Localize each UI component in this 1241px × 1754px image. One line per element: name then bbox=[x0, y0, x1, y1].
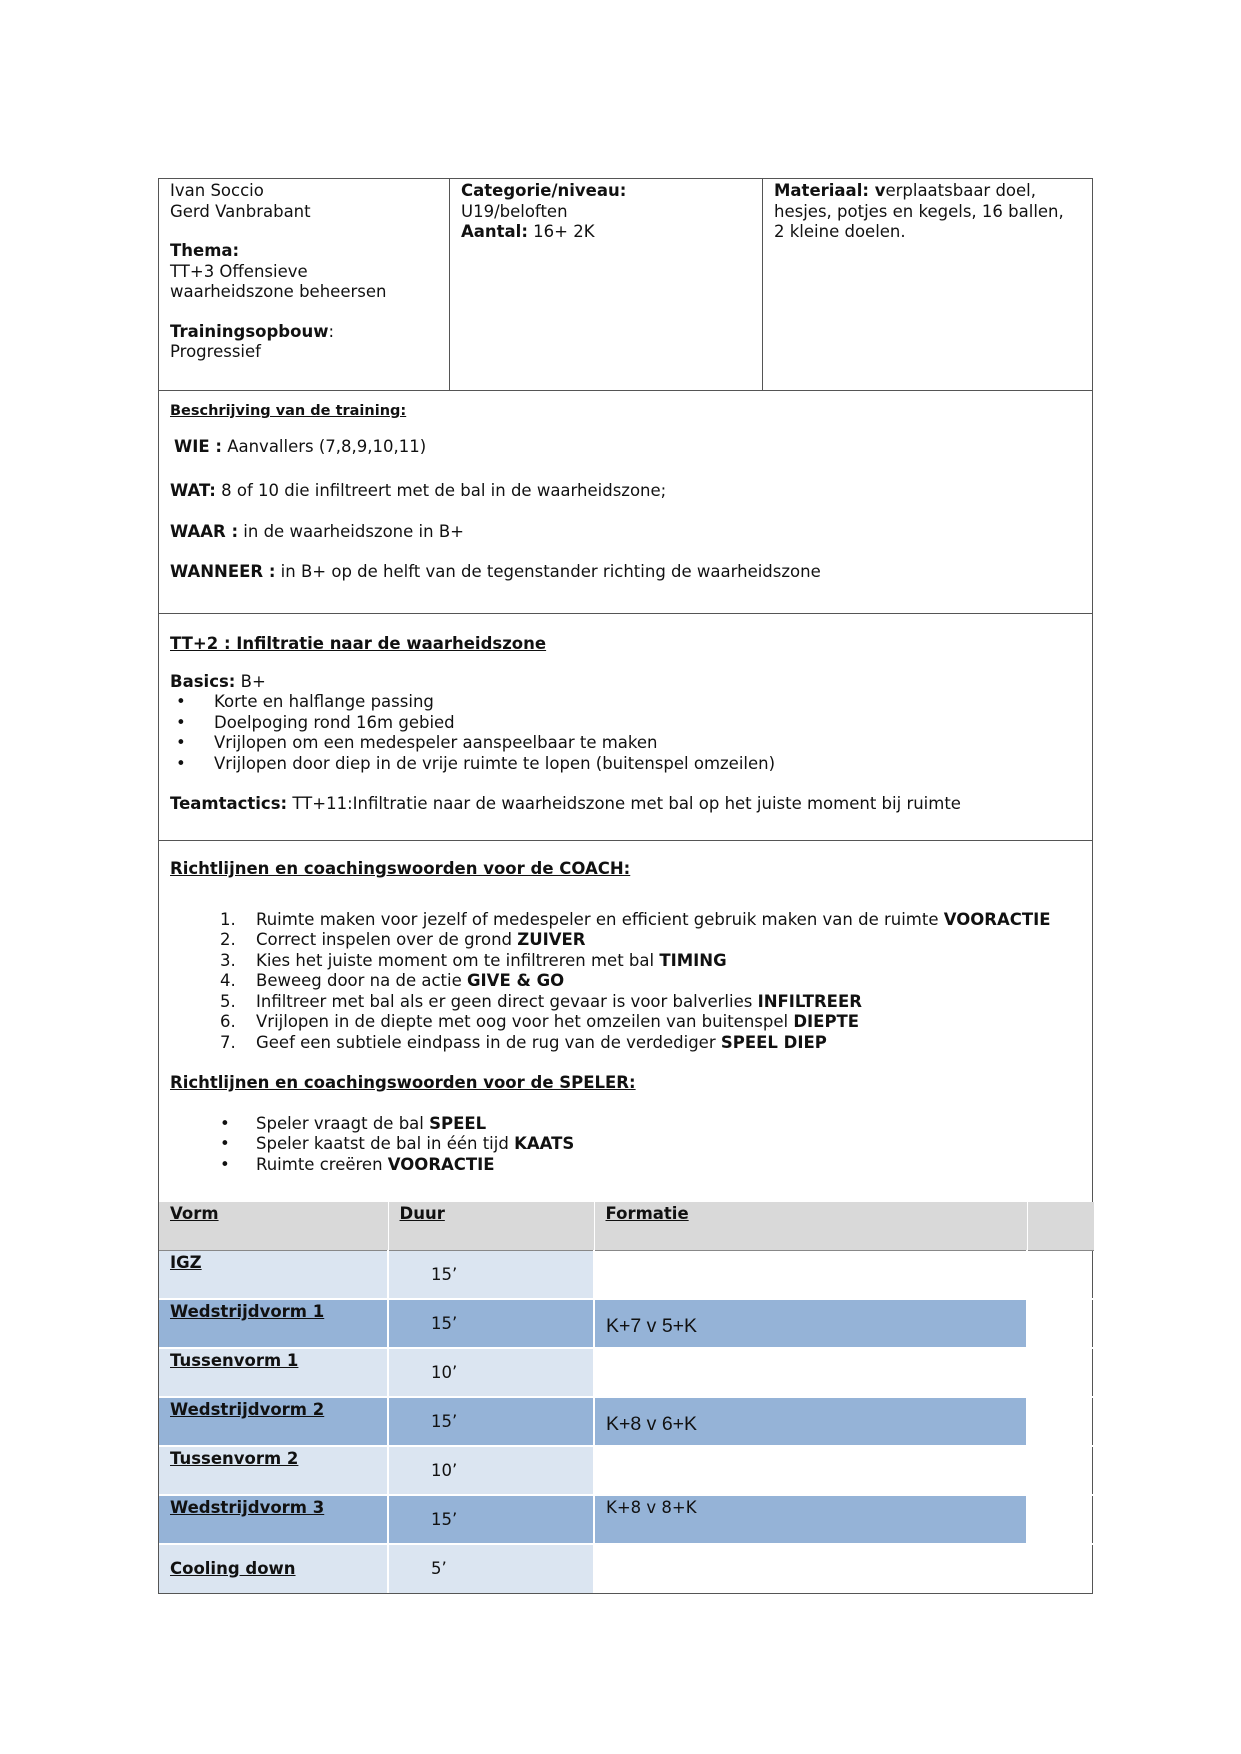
table-row bbox=[159, 1495, 1094, 1544]
vorm-cell: Tussenvorm 1 bbox=[159, 1348, 388, 1397]
vorm-cell: Tussenvorm 2 bbox=[159, 1446, 388, 1495]
list-item: 2. Correct inspelen over de grond ZUIVER bbox=[220, 930, 586, 949]
duur-cell: 5’ bbox=[388, 1544, 594, 1593]
list-item: • Speler vraagt de bal SPEEL bbox=[170, 1114, 1081, 1135]
materiaal-line-2: hesjes, potjes en kegels, 16 ballen, bbox=[774, 201, 1064, 221]
table-row bbox=[159, 1544, 1094, 1593]
header-row bbox=[159, 179, 1092, 391]
speler-list bbox=[170, 1114, 1081, 1176]
waar-line: WAAR : in de waarheidszone in B+ bbox=[170, 521, 464, 541]
thema-value-line-1: TT+3 Offensieve bbox=[170, 261, 308, 281]
aantal-line: Aantal: 16+ 2K bbox=[461, 222, 595, 241]
list-item: • Ruimte creëren VOORACTIE bbox=[170, 1155, 1081, 1176]
thema-value-line-2: waarheidszone beheersen bbox=[170, 282, 387, 301]
header-duur: Duur bbox=[388, 1202, 594, 1250]
table-row bbox=[159, 1348, 1094, 1397]
duur-cell: 15’ bbox=[388, 1397, 594, 1446]
materiaal-line-1: Materiaal: verplaatsbaar doel, bbox=[774, 181, 1037, 200]
author-2: Gerd Vanbrabant bbox=[170, 201, 311, 221]
header-vorm: Vorm bbox=[159, 1202, 388, 1250]
formatie-cell: K+7 v 5+K bbox=[594, 1299, 1027, 1348]
coach-title: Richtlijnen en coachingswoorden voor de COACH: bbox=[170, 859, 631, 878]
list-item: 7. Geef een subtiele eindpass in de rug van de verdediger SPEEL DIEP bbox=[220, 1032, 827, 1052]
list-item: • Speler kaatst de bal in één tijd KAATS bbox=[170, 1134, 1081, 1155]
vorm-cell: Cooling down bbox=[159, 1544, 388, 1593]
duur-cell: 15’ bbox=[388, 1299, 594, 1348]
opbouw-value: Progressief bbox=[170, 342, 261, 361]
basics-line: Basics: B+ bbox=[170, 671, 266, 691]
header-empty bbox=[1027, 1202, 1094, 1250]
vorm-cell: Wedstrijdvorm 1 bbox=[159, 1299, 388, 1348]
opbouw-label: Trainingsopbouw: bbox=[170, 321, 334, 341]
materiaal-line-3: 2 kleine doelen. bbox=[774, 222, 906, 241]
empty-cell bbox=[1027, 1299, 1094, 1348]
empty-cell bbox=[1027, 1544, 1094, 1593]
tt2-section bbox=[159, 614, 1092, 841]
list-item: 4. Beweeg door na de actie GIVE & GO bbox=[220, 971, 565, 990]
categorie-cell bbox=[450, 179, 763, 390]
header-formatie: Formatie bbox=[594, 1202, 1027, 1250]
list-item: 1. Ruimte maken voor jezelf of medespeler en efficient gebruik maken van de ruimte VOORACTIE bbox=[220, 909, 1051, 929]
vorm-cell: IGZ bbox=[159, 1250, 388, 1299]
list-item: • Vrijlopen om een medespeler aanspeelbaar te maken bbox=[170, 733, 1081, 754]
authors-cell bbox=[159, 179, 450, 390]
list-item: • Vrijlopen door diep in de vrije ruimte te lopen (buitenspel omzeilen) bbox=[170, 754, 1081, 775]
empty-cell bbox=[1027, 1348, 1094, 1397]
materiaal-cell bbox=[763, 179, 1092, 390]
teamtactics-line: Teamtactics: TT+11:Infiltratie naar de waarheidszone met bal op het juiste moment bij ruimte bbox=[170, 794, 961, 813]
empty-cell bbox=[1027, 1495, 1094, 1544]
list-item: 5. Infiltreer met bal als er geen direct gevaar is voor balverlies INFILTREER bbox=[220, 991, 862, 1011]
table-row bbox=[159, 1446, 1094, 1495]
formatie-cell bbox=[594, 1544, 1027, 1593]
wie-line: WIE : Aanvallers (7,8,9,10,11) bbox=[174, 436, 427, 456]
thema-label: Thema: bbox=[170, 241, 240, 260]
wanneer-line: WANNEER : in B+ op de helft van de tegenstander richting de waarheidszone bbox=[170, 562, 821, 581]
list-item: 6. Vrijlopen in de diepte met oog voor het omzeilen van buitenspel DIEPTE bbox=[220, 1012, 860, 1031]
list-item: • Korte en halflange passing bbox=[170, 692, 1081, 713]
table-row bbox=[159, 1397, 1094, 1446]
empty-cell bbox=[1027, 1397, 1094, 1446]
categorie-value: U19/beloften bbox=[461, 201, 568, 221]
list-item: • Doelpoging rond 16m gebied bbox=[170, 713, 1081, 734]
training-sheet bbox=[158, 178, 1093, 1594]
coach-list bbox=[170, 910, 1081, 1054]
table-row bbox=[159, 1299, 1094, 1348]
duur-cell: 10’ bbox=[388, 1446, 594, 1495]
beschrijving-section bbox=[159, 391, 1092, 614]
formatie-cell bbox=[594, 1250, 1027, 1299]
speler-title: Richtlijnen en coachingswoorden voor de SPELER: bbox=[170, 1073, 636, 1092]
list-item: 3. Kies het juiste moment om te infiltreren met bal TIMING bbox=[220, 950, 727, 970]
formatie-cell bbox=[594, 1348, 1027, 1397]
formatie-cell: K+8 v 8+K bbox=[594, 1495, 1027, 1544]
tt2-title: TT+2 : Infiltratie naar de waarheidszone bbox=[170, 634, 547, 653]
training-form bbox=[158, 178, 1093, 1594]
formatie-cell bbox=[594, 1446, 1027, 1495]
wat-line: WAT: 8 of 10 die infiltreert met de bal in de waarheidszone; bbox=[170, 481, 667, 500]
schedule-header-row bbox=[159, 1202, 1094, 1250]
empty-cell bbox=[1027, 1446, 1094, 1495]
duur-cell: 15’ bbox=[388, 1250, 594, 1299]
beschrijving-title: Beschrijving van de training: bbox=[170, 403, 407, 419]
categorie-label: Categorie/niveau: bbox=[461, 181, 627, 200]
vorm-cell: Wedstrijdvorm 3 bbox=[159, 1495, 388, 1544]
author-1: Ivan Soccio bbox=[170, 181, 264, 200]
formatie-cell: K+8 v 6+K bbox=[594, 1397, 1027, 1446]
basics-list bbox=[170, 692, 1081, 774]
table-row bbox=[159, 1250, 1094, 1299]
vorm-cell: Wedstrijdvorm 2 bbox=[159, 1397, 388, 1446]
coaching-section bbox=[159, 841, 1092, 1202]
empty-cell bbox=[1027, 1250, 1094, 1299]
duur-cell: 10’ bbox=[388, 1348, 594, 1397]
schedule-table bbox=[159, 1202, 1094, 1593]
duur-cell: 15’ bbox=[388, 1495, 594, 1544]
